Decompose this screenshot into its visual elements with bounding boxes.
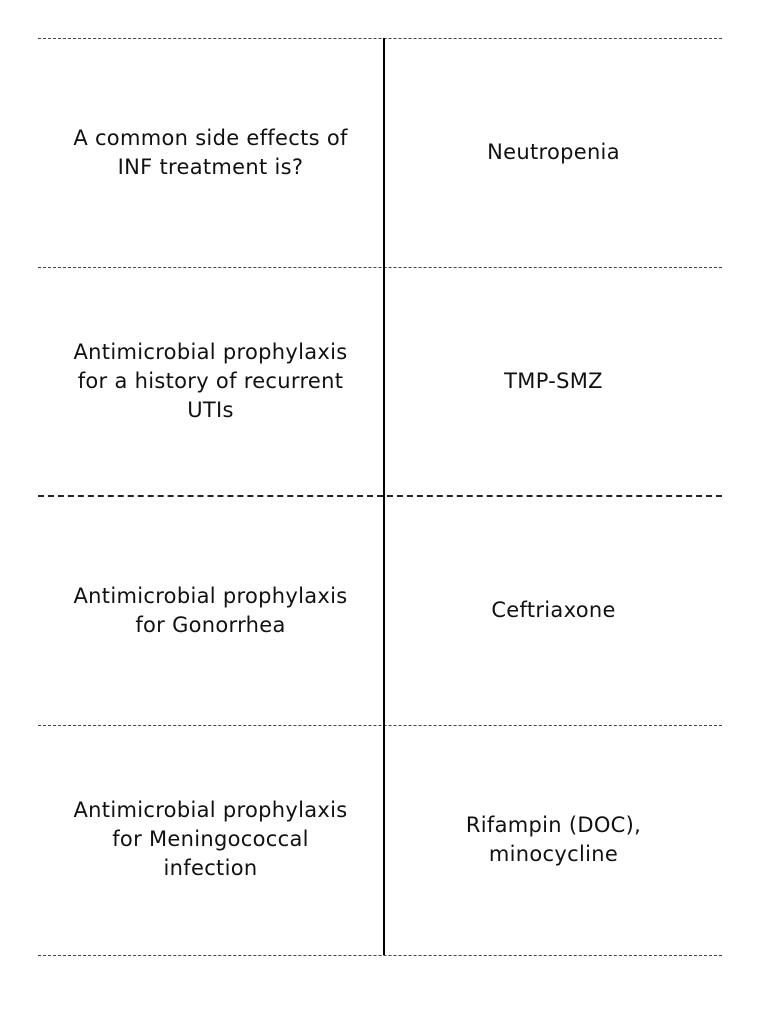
cut-line-bottom (38, 955, 722, 956)
flashcard-row (38, 496, 722, 725)
flashcard-row (38, 38, 722, 267)
card-answer: Rifampin (DOC), minocycline (465, 812, 642, 866)
card-answer-cell (385, 267, 722, 496)
card-answer-cell (385, 38, 722, 267)
card-question: Antimicrobial prophylaxis for Gonorrhea (73, 583, 348, 637)
flashcard-row (38, 267, 722, 496)
card-question-cell (38, 38, 383, 267)
card-question: Antimicrobial prophylaxis for a history of recurrent UTIs (73, 340, 348, 422)
card-question-cell (38, 725, 383, 954)
flashcard-row (38, 725, 722, 954)
card-answer-cell (385, 725, 722, 954)
card-answer-cell (385, 496, 722, 725)
card-answer: Ceftriaxone (491, 598, 616, 622)
card-question-cell (38, 496, 383, 725)
card-answer: TMP-SMZ (504, 369, 603, 393)
card-question: Antimicrobial prophylaxis for Meningococcal infection (73, 798, 348, 880)
card-answer: Neutropenia (487, 140, 620, 164)
card-question: A common side effects of INF treatment is? (73, 125, 348, 179)
card-question-cell (38, 267, 383, 496)
